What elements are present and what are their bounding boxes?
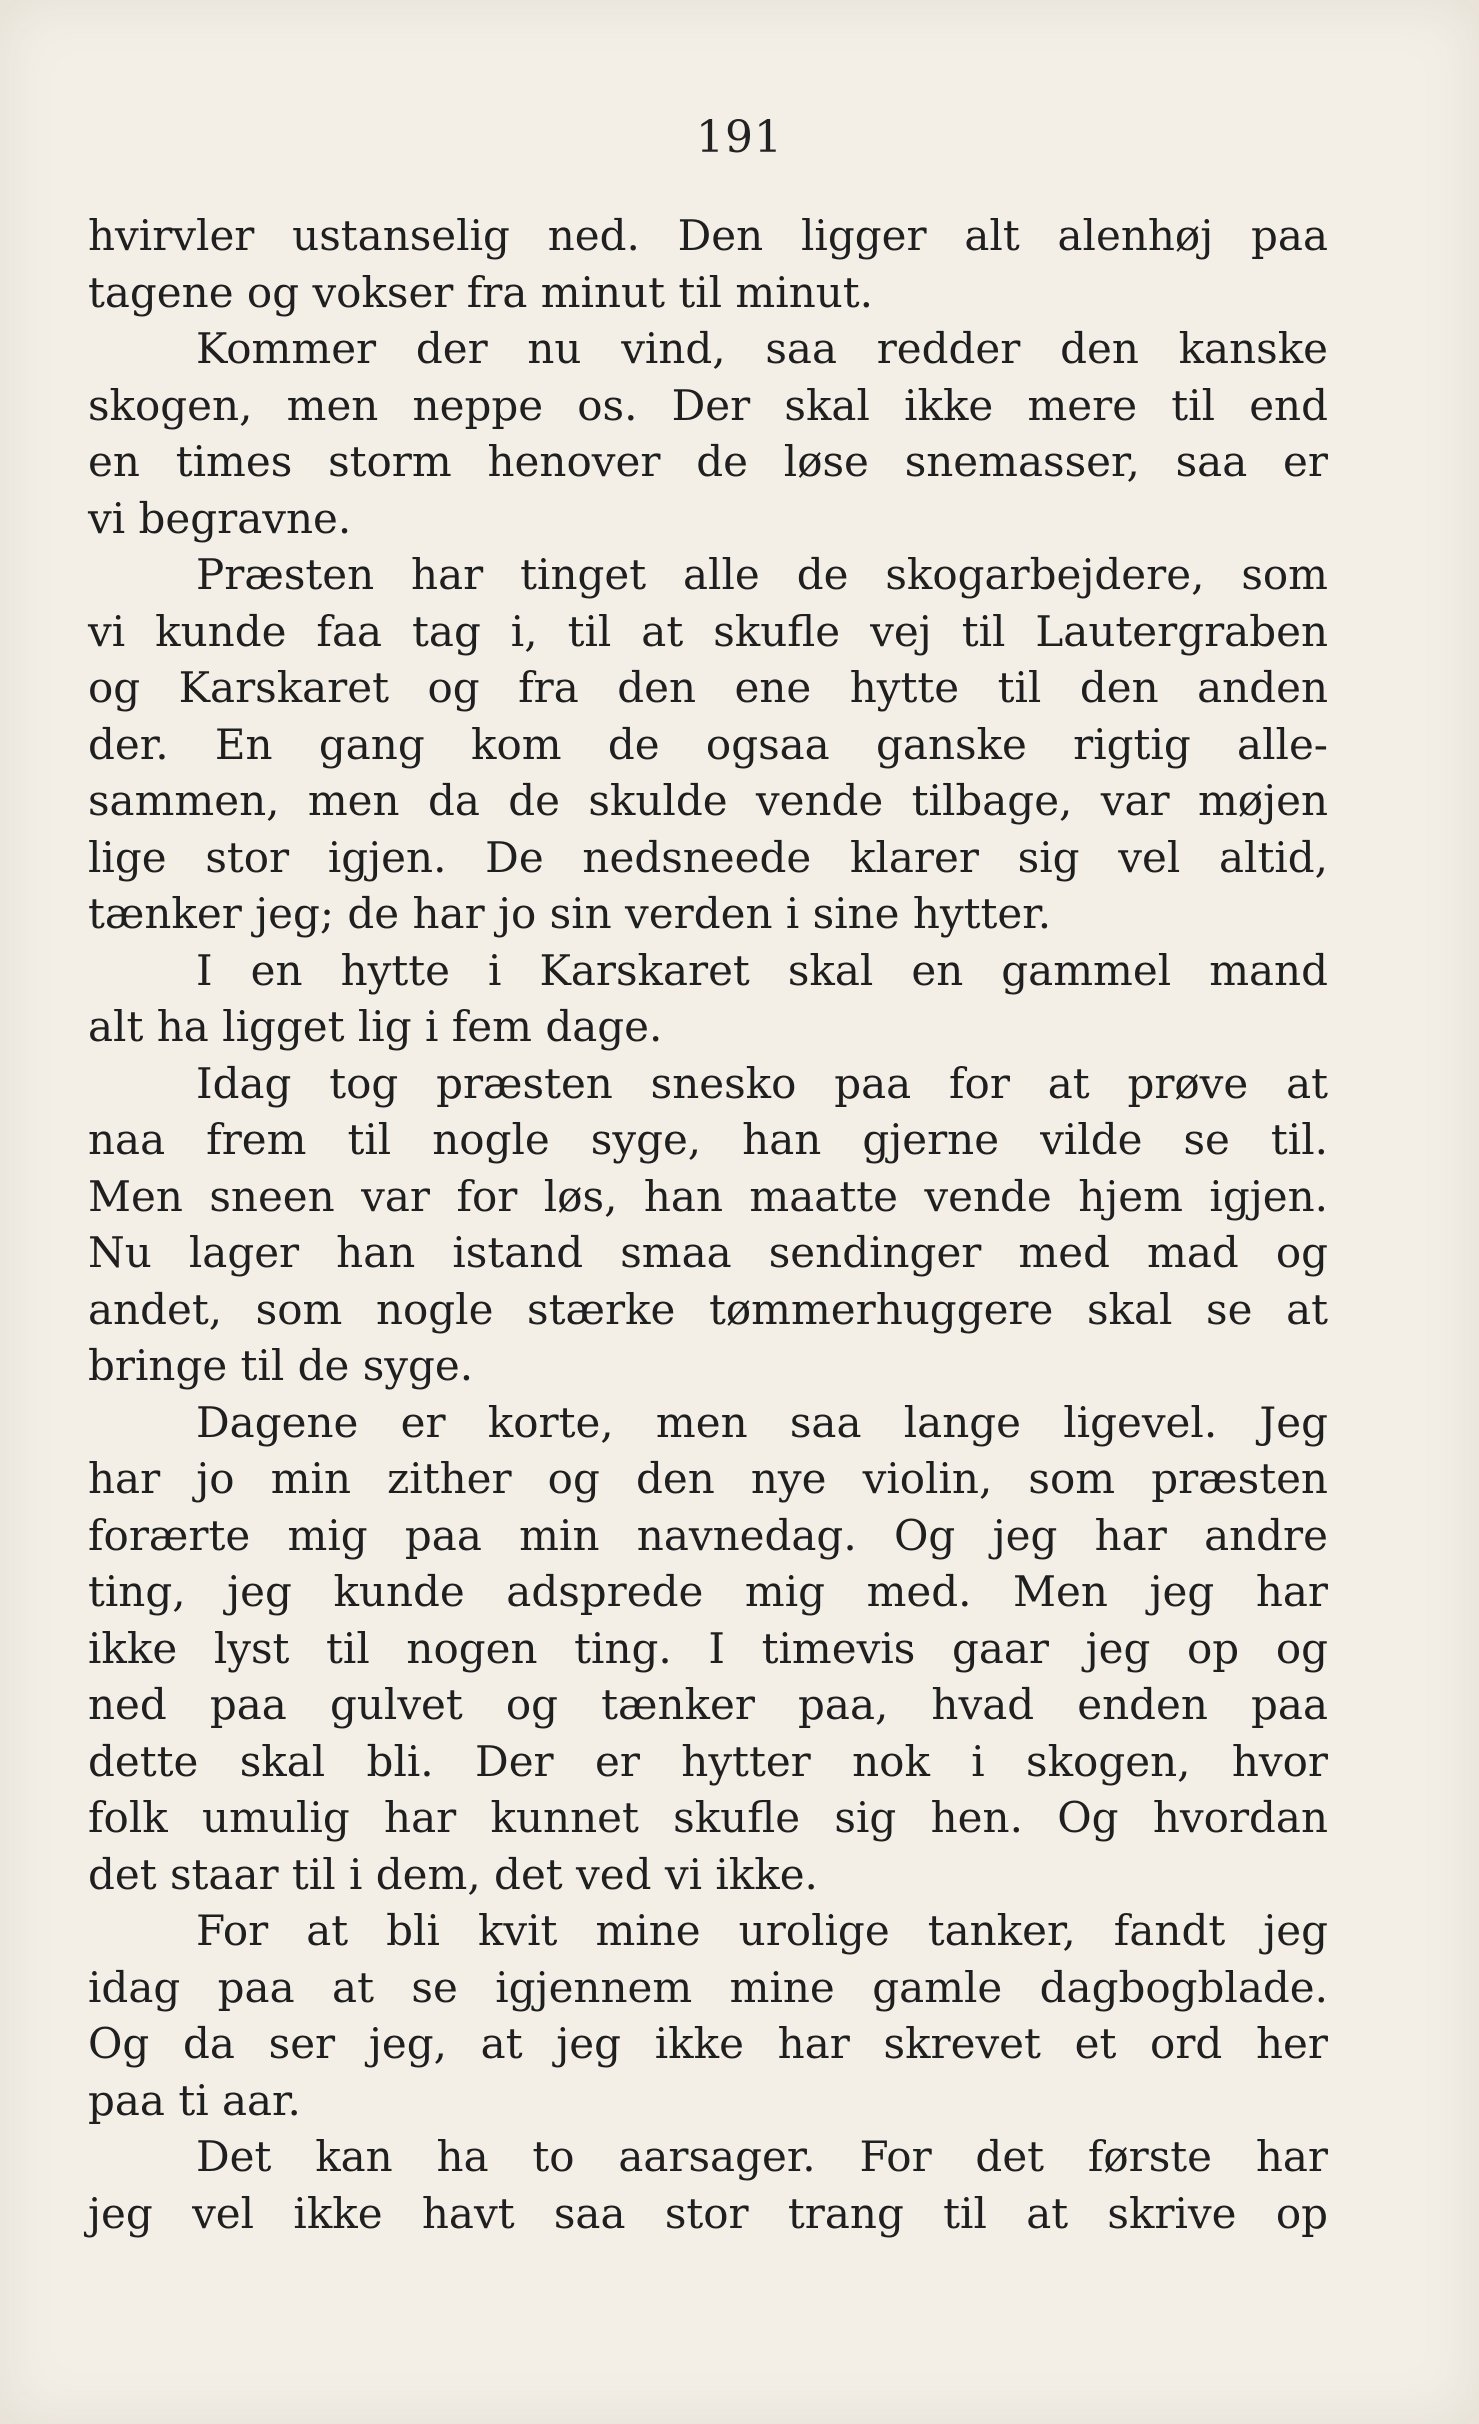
- page-number: 191: [696, 112, 783, 163]
- text-line: Og da ser jeg, at jeg ikke har skrevet et ord her: [88, 2019, 1328, 2068]
- text-line: dette skal bli. Der er hytter nok i skogen, hvor: [88, 1736, 1328, 1786]
- body-text: [88, 208, 1328, 2242]
- text-line: naa frem til nogle syge, han gjerne vilde se til.: [88, 1115, 1328, 1164]
- text-line: Idag tog præsten snesko paa for at prøve at: [196, 1058, 1328, 1108]
- text-line: skogen, men neppe os. Der skal ikke mere til end: [88, 380, 1328, 430]
- text-line: Præsten har tinget alle de skogarbejdere, som: [196, 550, 1328, 599]
- text-line: Men sneen var for løs, han maatte vende hjem igjen.: [88, 1171, 1328, 1221]
- text-line: ikke lyst til nogen ting. I timevis gaar jeg op og: [88, 1623, 1328, 1673]
- text-line: I en hytte i Karskaret skal en gammel mand: [196, 945, 1328, 995]
- text-line: Det kan ha to aarsager. For det første har: [196, 2132, 1328, 2181]
- text-line: lige stor igjen. De nedsneede klarer sig vel altid,: [88, 832, 1328, 882]
- text-line: folk umulig har kunnet skufle sig hen. Og hvordan: [88, 1793, 1328, 1842]
- text-line: hvirvler ustanselig ned. Den ligger alt alenhøj paa: [88, 211, 1328, 260]
- text-line: ting, jeg kunde adsprede mig med. Men jeg har: [88, 1567, 1328, 1616]
- text-line: tænker jeg; de har jo sin verden i sine hytter.: [88, 889, 1052, 938]
- text-line: idag paa at se igjennem mine gamle dagbogblade.: [88, 1962, 1328, 2012]
- text-line: alt ha ligget lig i fem dage.: [88, 1002, 663, 1051]
- text-line: Nu lager han istand smaa sendinger med mad og: [88, 1228, 1328, 1277]
- text-line: bringe til de syge.: [88, 1341, 474, 1390]
- text-line: paa ti aar.: [88, 2075, 301, 2125]
- text-line: forærte mig paa min navnedag. Og jeg har andre: [88, 1510, 1328, 1560]
- text-line: og Karskaret og fra den ene hytte til den anden: [88, 663, 1328, 712]
- text-line: det staar til i dem, det ved vi ikke.: [88, 1849, 818, 1899]
- text-line: ned paa gulvet og tænker paa, hvad enden paa: [88, 1680, 1328, 1729]
- text-line: Kommer der nu vind, saa redder den kanske: [196, 324, 1328, 373]
- text-line: vi begravne.: [88, 493, 352, 543]
- text-line: andet, som nogle stærke tømmerhuggere skal se at: [88, 1284, 1328, 1334]
- text-line: vi kunde faa tag i, til at skufle vej til Lautergraben: [88, 606, 1328, 656]
- text-line: tagene og vokser fra minut til minut.: [88, 267, 874, 317]
- text-line: sammen, men da de skulde vende tilbage, var møjen: [88, 776, 1328, 825]
- text-line: Dagene er korte, men saa lange ligevel. Jeg: [196, 1397, 1328, 1447]
- text-line: har jo min zither og den nye violin, som præsten: [88, 1454, 1328, 1503]
- text-line: jeg vel ikke havt saa stor trang til at skrive op: [88, 2188, 1328, 2238]
- text-line: en times storm henover de løse snemasser, saa er: [88, 437, 1328, 486]
- text-line: der. En gang kom de ogsaa ganske rigtig alle-: [88, 719, 1328, 769]
- text-line: For at bli kvit mine urolige tanker, fandt jeg: [196, 1906, 1328, 1955]
